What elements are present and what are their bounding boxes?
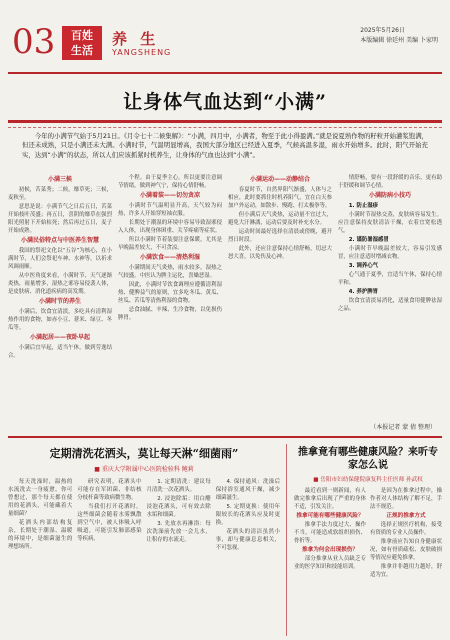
- paragraph: 花洒头内部结构复杂，长期处于潮湿、温暖的环境中，是细菌滋生的理想场所。: [8, 520, 73, 550]
- showerhead-column-1: [8, 478, 72, 636]
- headline-block: [8, 84, 442, 120]
- paragraph: 推拿手法力度过大、操作不当，可能造成软组织损伤、骨折等。: [294, 522, 366, 544]
- showerhead-headline: 定期清洗花洒头，莫让每天淋“细菌雨”: [49, 447, 239, 460]
- subhead: 小满防病小技巧: [368, 192, 411, 199]
- paragraph: 个程。由于夏季主心，所以更要注意调节情绪，做到神气宁，保持心情舒畅。: [118, 175, 222, 189]
- main-article: [8, 174, 442, 432]
- paragraph: 忌食油腻、辛辣、生冷食物，以免损伤脾胃。: [118, 307, 222, 321]
- masthead-rule: [8, 72, 442, 74]
- massage-headline: 推拿竟有哪些健康风险？来听专家怎么说: [298, 447, 438, 471]
- subhead: 小满饮食——清热利湿: [139, 254, 200, 261]
- paragraph: 2. 浸泡除垢：用白醋浸泡花洒头，可有效去除水垢和细菌。: [146, 496, 211, 518]
- headline-ornament: [8, 124, 442, 128]
- paragraph: 4. 保持通风：洗澡后保持浴室通风干燥，减少细菌滋生。: [215, 479, 280, 501]
- article-column-3: [228, 174, 332, 432]
- subhead: 小满三候: [47, 176, 72, 183]
- subhead: 小满运动——动静结合: [249, 176, 310, 183]
- section-title-en: YANGSHENG: [112, 48, 172, 57]
- badge-line-1: 百姓: [71, 29, 93, 42]
- article-column-4: [338, 174, 442, 432]
- showerhead-source: ■ 重庆大学附属中心医院检验科 鲍莉: [94, 466, 194, 473]
- paragraph: 每天洗澡时，温热的水流洗去一身疲惫，你可曾想过，那个每天都在使用的花洒头，可能藏着大量细菌？: [8, 479, 73, 517]
- page-number: 03: [12, 22, 56, 62]
- paragraph: 所以小满时节着装要注意保暖，尤其是早晚温差较大，不可贪凉。: [118, 237, 222, 251]
- headline-rule: [8, 120, 442, 123]
- paragraph: 此外，还应注意保持心情舒畅，切忌大怒大喜，以免伤及心神。: [228, 246, 332, 260]
- column-rule: [286, 444, 287, 636]
- article-byline: （本报记者 蒙 倩 整理）: [370, 424, 436, 431]
- paragraph: 初候，苦菜秀；二候，靡草死；三候，麦秋至。: [8, 187, 112, 201]
- massage-column-1: [294, 487, 366, 580]
- column-badge: [62, 26, 102, 60]
- paragraph: 是因为在推拿过程中，操作者对人体结构了解不足，手法不规范。: [370, 488, 442, 510]
- subhead: 推拿为何会出现损伤？: [302, 547, 358, 553]
- paragraph: 小满后，饮食宜清淡，多吃具有清利湿热作用的食物，如赤小豆、薏米、绿豆、冬瓜等。: [8, 309, 112, 331]
- main-headline: 让身体气血达到“小满”: [123, 91, 327, 113]
- paragraph: 春夏时节，自然界阳气渐盛，人体与之相应，此时要抓住时机养阳气，宜在白天参加户外运动，如散步、慢跑、打太极拳等。: [228, 187, 332, 209]
- massage-source: ■ 岳阳市妇幼保健院康复科主任医师 孙武权: [313, 477, 423, 483]
- section-divider: [8, 436, 442, 438]
- paragraph: 最近看到一则新闻，有人做完推拿后出现了严重的身体不适，引发关注。: [294, 488, 366, 510]
- paragraph: 小满时节气温明显升高，天气较为闷热，许多人开始穿短袖衣服。: [118, 203, 222, 217]
- section-title: 养 生: [112, 30, 160, 48]
- paragraph: 推拿并非越用力越好，舒适为宜。: [370, 564, 442, 578]
- badge-line-2: 生活: [71, 44, 93, 57]
- paragraph: 推拿前应告知自身健康状况，如有骨质疏松、皮肤破损等情况应避免推拿。: [370, 539, 442, 561]
- paragraph: 小满时节湿热交蒸，皮肤病容易发生。应注意保持皮肤清洁干燥，衣着宜宽松透气。: [338, 212, 442, 234]
- paragraph: 长期处于潮湿的环境中容易导致湿邪侵入人体，出现身体困重、关节疼痛等症状。: [118, 220, 222, 234]
- paragraph: 当我们打开花洒时，这些细菌会随着水雾飘散到空气中，被人体吸入呼吸道，可能引发肺部感染等疾病。: [77, 504, 142, 542]
- paragraph: 但小满后天气炎热，运动量不宜过大，避免大汗淋漓，运动后要及时补充水分。: [228, 212, 332, 226]
- issue-date: 2025年5月26日: [360, 27, 405, 34]
- paragraph: 小满后宜早起，适当午休，做到劳逸结合。: [8, 345, 112, 359]
- paragraph: 饮食宜清淡易消化，适量食用健脾祛湿之品。: [338, 298, 442, 312]
- issue-info: [360, 26, 438, 46]
- paragraph: 心气通于夏季，宜适当午休，保持心情平和。: [338, 272, 442, 286]
- article-column-2: [118, 174, 222, 432]
- showerhead-body: [8, 478, 280, 636]
- showerhead-article: [8, 446, 280, 636]
- subhead: 小满起居——夜卧早起: [29, 334, 90, 341]
- paragraph: 1. 定期清洗：建议每月清洗一次花洒头。: [146, 479, 211, 493]
- paragraph: 5. 定期更换：使用年限较长的花洒头应及时更换。: [215, 504, 280, 526]
- paragraph: 花洒头的清洁虽然小事，却与健康息息相关，不可忽视。: [215, 529, 280, 551]
- masthead: [8, 22, 442, 68]
- paragraph: 3. 先放水再淋浴：每次洗澡前先放一会儿水，让积存的水流走。: [146, 521, 211, 543]
- article-column-1: [8, 174, 112, 432]
- massage-article: [294, 446, 442, 636]
- paragraph: 意思是说：小满节气之日后五日，苦菜开始枝叶茂盛；再五日，喜阴的靡草在强烈阳光照射下开始枯死；然后再过五日，麦子开始成熟。: [8, 204, 112, 234]
- editor-credits: 本版编辑 徐廷州 美编 卜家明: [360, 37, 438, 44]
- paragraph: 我国的祭祀文化以“五谷”为核心，在小满时节，人们会祭祀车神、水神等，以祈求风调雨顺。: [8, 248, 112, 270]
- massage-body: [294, 487, 442, 580]
- subhead: 推拿可能有哪些健康风险？: [296, 513, 364, 519]
- paragraph: 运动时间最好选择在清晨或傍晚，避开烈日时段。: [228, 229, 332, 243]
- paragraph: 情舒畅，要有一段舒缓的音乐，更有助于舒缓和调节心情。: [338, 175, 442, 189]
- tip-heading: 4. 养护脾胃: [348, 289, 379, 295]
- paragraph: 部分推拿从业人员缺乏专业的医学知识和技能培训。: [294, 556, 366, 570]
- showerhead-column-2: [77, 478, 141, 636]
- paragraph: 研究表明，花洒头中可能存在军团菌、非结核分枝杆菌等致病微生物。: [77, 479, 142, 501]
- paragraph: 选择正规医疗机构，接受有资质的专业人员操作。: [370, 522, 442, 536]
- paragraph: 因此，小满时节饮食调理应遵循清利湿热、健脾益气的原则，宜多吃冬瓜、黄瓜、丝瓜、苦瓜等清热利湿的食物。: [118, 282, 222, 304]
- showerhead-column-4: [216, 478, 280, 636]
- massage-column-2: [370, 487, 442, 580]
- paragraph: 从中医角度来看，小满时节，天气逐渐炎热，雨量增多，湿热之邪容易侵袭人体，是皮肤病、消化道疾病的高发期。: [8, 273, 112, 295]
- subhead: 正规的推拿方式: [386, 513, 426, 519]
- subhead: 小满时节的养生: [38, 298, 81, 305]
- lead-paragraph: 今年的小满节气始于5月21日。《月令七十二候集解》：“小满，四月中，小满者，物至于此小得盈满。”就是说夏熟作物的籽粒开始灌浆饱满，但还未成熟，只是小满还未大满。小满时节，气温明显增高，我国大部分地区已经进入夏季，气候高温多湿，雨水开始增多。此时，阳气开始充实，达到“小满”的状态，所以人们应该抓紧时机养生，让身体的气血也达到“小满”。: [22, 132, 428, 159]
- subhead: 小满着装——切勿贪凉: [139, 192, 200, 199]
- tip-heading: 1. 防止湿疹: [348, 203, 379, 209]
- subhead: 小满民俗特点与中医养生智慧: [20, 237, 99, 244]
- showerhead-column-3: [147, 478, 211, 636]
- paragraph: 小满期间天气炎热，雨水较多，湿热之气较盛。中医认为脾主运化，喜燥恶湿。: [118, 265, 222, 279]
- tip-heading: 2. 谨防暑湿感冒: [348, 237, 389, 243]
- paragraph: 小满时节早晚温差较大，容易引发感冒，应注意适时增减衣物。: [338, 246, 442, 260]
- tip-heading: 3. 调养心气: [348, 263, 379, 269]
